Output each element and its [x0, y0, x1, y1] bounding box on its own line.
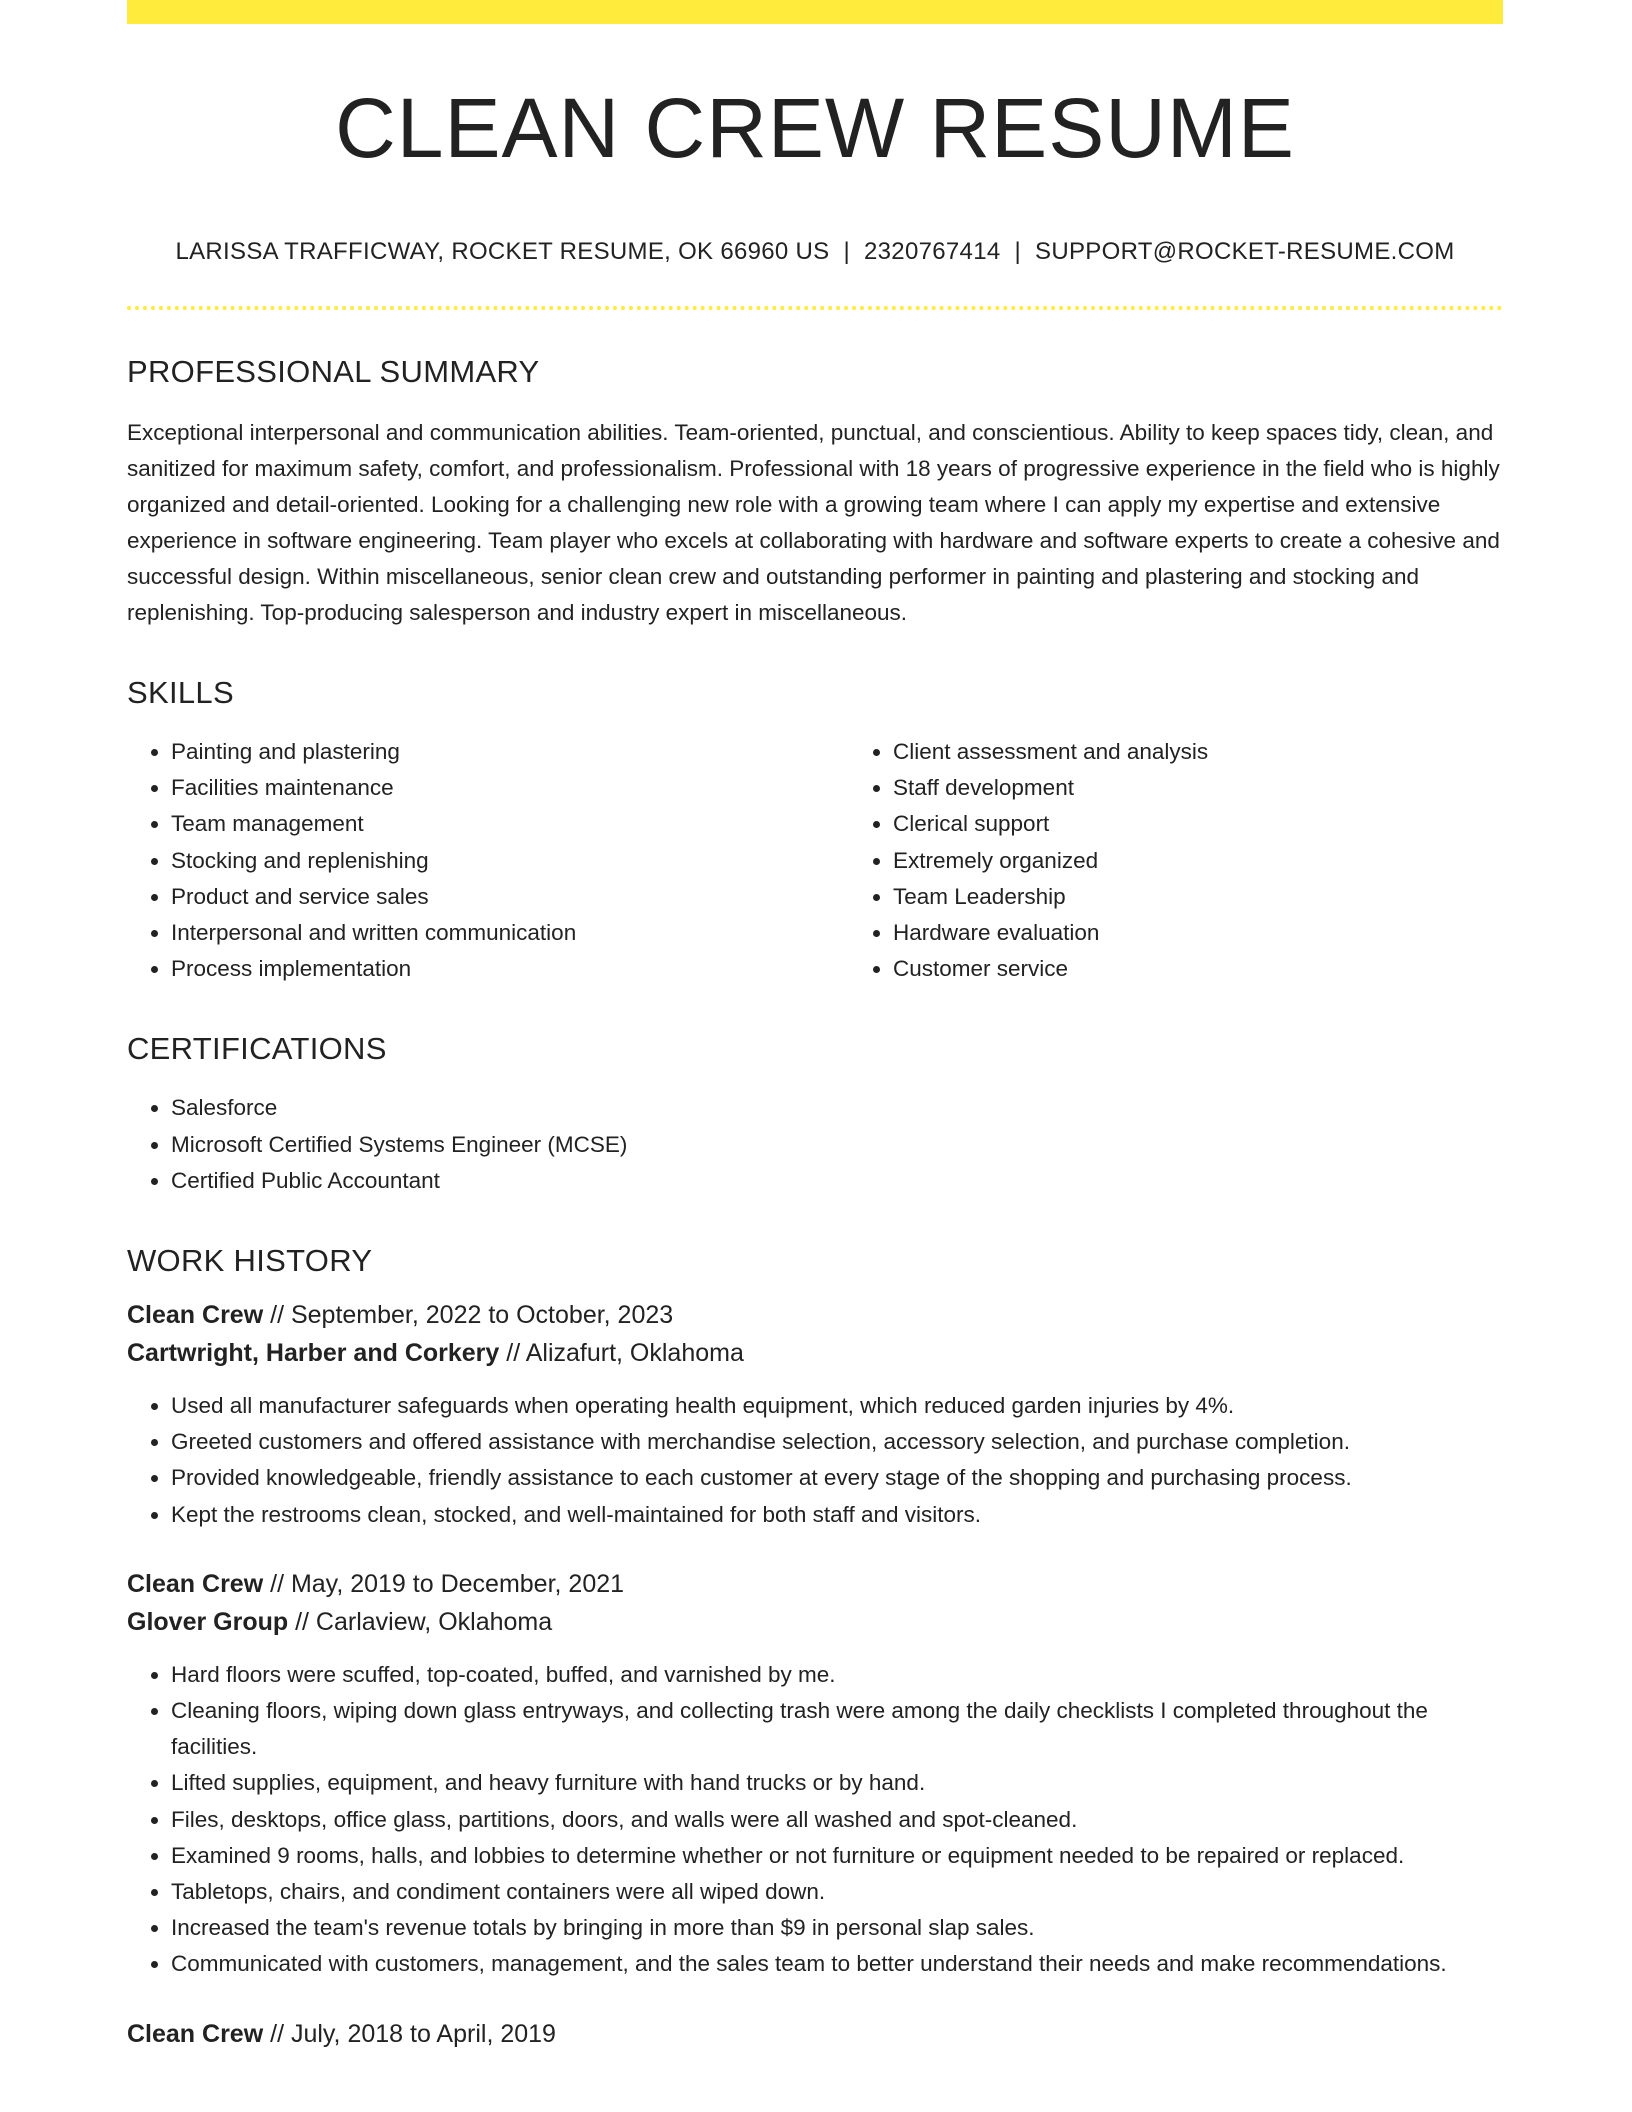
- skill-item: • Staff development: [893, 770, 1571, 806]
- job-dates: // September, 2022 to October, 2023: [263, 1301, 674, 1330]
- skill-item: • Client assessment and analysis: [893, 734, 1571, 770]
- skill-item: • Interpersonal and written communication: [171, 915, 849, 951]
- skill-item: • Clerical support: [893, 806, 1571, 842]
- job-bullet: • Kept the restrooms clean, stocked, and well-maintained for both staff and visitors.: [171, 1497, 1503, 1533]
- job-company-line: [127, 1334, 1503, 1372]
- summary-heading: PROFESSIONAL SUMMARY: [127, 354, 540, 389]
- job-location: // Carlaview, Oklahoma: [288, 1607, 553, 1636]
- job-dates: // May, 2019 to December, 2021: [263, 1569, 625, 1598]
- job-bullet: • Examined 9 rooms, halls, and lobbies to determine whether or not furniture or equipment needed to be repaired or replaced.: [171, 1838, 1503, 1874]
- summary-text: Exceptional interpersonal and communication abilities. Team-oriented, punctual, and conscientious. Ability to keep spaces tidy, clean, and sanitized for maximum safety, comfort, and professionalism. Professional with 18 years of progressive experience in the field who is highly organized and detail-oriented. Looking for a challenging new role with a growing team where I can apply my expertise and extensive experience in software engineering. Team player who excels at collaborating with hardware and software experts to create a cohesive and successful design. Within miscellaneous, senior clean crew and outstanding performer in painting and plastering and stocking and replenishing. Top-producing salesperson and industry expert in miscellaneous.: [127, 420, 1500, 625]
- job-title-line: [127, 1565, 1503, 1603]
- job-dates: // July, 2018 to April, 2019: [263, 2019, 556, 2048]
- resume-title: CLEAN CREW RESUME: [335, 81, 1295, 175]
- skill-item: • Product and service sales: [171, 879, 849, 915]
- header-divider: [127, 306, 1503, 310]
- job-company: Cartwright, Harber and Corkery: [127, 1339, 500, 1368]
- contact-address: LARISSA TRAFFICWAY, ROCKET RESUME, OK 66960 US: [175, 238, 830, 265]
- job-title-line: [127, 2015, 1503, 2053]
- job-bullet-list: [127, 1388, 1503, 1533]
- certifications-list: [127, 1090, 1503, 1199]
- job-title: Clean Crew: [127, 1301, 264, 1330]
- job-bullet: • Greeted customers and offered assistance with merchandise selection, accessory selection, and purchase completion.: [171, 1424, 1503, 1460]
- skills-columns: [127, 734, 1503, 987]
- job-bullet: • Hard floors were scuffed, top-coated, buffed, and varnished by me.: [171, 1657, 1503, 1693]
- skills-right-list: [849, 734, 1571, 987]
- top-accent-bar: [127, 0, 1503, 24]
- job-bullet: • Increased the team's revenue totals by bringing in more than $9 in personal slap sales.: [171, 1910, 1503, 1946]
- contact-separator: |: [843, 238, 851, 265]
- skill-item: • Process implementation: [171, 951, 849, 987]
- certifications-heading: CERTIFICATIONS: [127, 1031, 387, 1067]
- job-bullet: • Provided knowledgeable, friendly assistance to each customer at every stage of the shopping and purchasing process.: [171, 1460, 1503, 1496]
- job-bullet: • Cleaning floors, wiping down glass entryways, and collecting trash were among the daily checklists I completed throughout the facilities.: [171, 1693, 1503, 1765]
- skill-item: • Hardware evaluation: [893, 915, 1571, 951]
- job-company-line: [127, 1603, 1503, 1641]
- skill-item: • Stocking and replenishing: [171, 843, 849, 879]
- contact-email: SUPPORT@ROCKET-RESUME.COM: [1035, 238, 1455, 265]
- job-entry: [127, 1565, 1503, 1983]
- job-location: // Alizafurt, Oklahoma: [499, 1339, 744, 1368]
- job-title-line: [127, 1296, 1503, 1334]
- work-history-heading: WORK HISTORY: [127, 1243, 373, 1279]
- skill-item: • Extremely organized: [893, 843, 1571, 879]
- skill-item: • Painting and plastering: [171, 734, 849, 770]
- job-title: Clean Crew: [127, 1569, 264, 1598]
- contact-separator: |: [1014, 238, 1022, 265]
- contact-line: [127, 238, 1503, 266]
- job-bullet: • Files, desktops, office glass, partitions, doors, and walls were all washed and spot-cleaned.: [171, 1802, 1503, 1838]
- certification-item: • Certified Public Accountant: [171, 1163, 1503, 1199]
- job-company: Glover Group: [127, 1607, 289, 1636]
- skill-item: • Customer service: [893, 951, 1571, 987]
- certification-item: • Microsoft Certified Systems Engineer (MCSE): [171, 1127, 1503, 1163]
- skills-left-list: [127, 734, 849, 987]
- job-title: Clean Crew: [127, 2019, 264, 2048]
- skill-item: • Team management: [171, 806, 849, 842]
- job-bullet: • Communicated with customers, management, and the sales team to better understand their needs and make recommendations.: [171, 1946, 1503, 1982]
- certification-item: • Salesforce: [171, 1090, 1503, 1126]
- skill-item: • Team Leadership: [893, 879, 1571, 915]
- skill-item: • Facilities maintenance: [171, 770, 849, 806]
- job-bullet: • Tabletops, chairs, and condiment containers were all wiped down.: [171, 1874, 1503, 1910]
- job-bullet-list: [127, 1657, 1503, 1983]
- resume-page: [127, 0, 1503, 2053]
- job-entry: [127, 2015, 1503, 2053]
- skills-heading: SKILLS: [127, 675, 234, 710]
- job-entry: [127, 1296, 1503, 1533]
- contact-phone: 2320767414: [864, 238, 1001, 265]
- job-bullet: • Lifted supplies, equipment, and heavy furniture with hand trucks or by hand.: [171, 1765, 1503, 1801]
- job-bullet: • Used all manufacturer safeguards when operating health equipment, which reduced garden injuries by 4%.: [171, 1388, 1503, 1424]
